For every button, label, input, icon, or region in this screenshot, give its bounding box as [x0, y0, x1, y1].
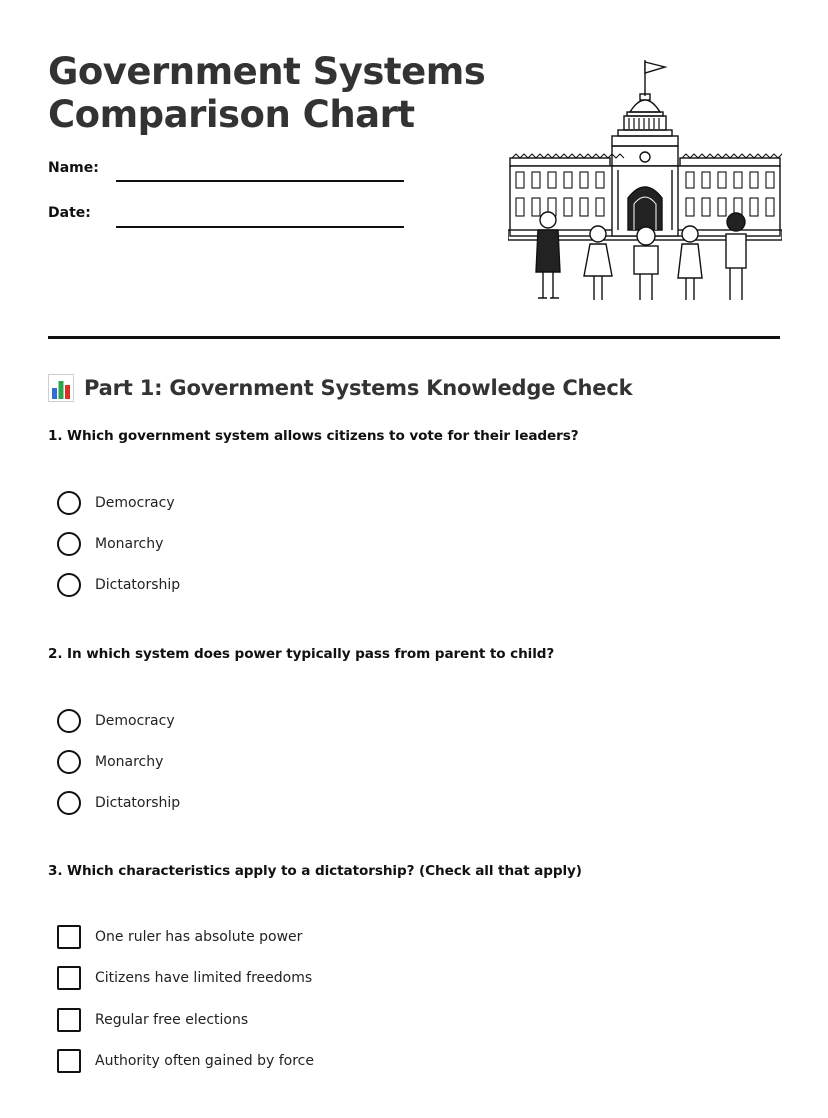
option-label: Monarchy — [95, 536, 164, 552]
option-label: Citizens have limited freedoms — [95, 970, 313, 986]
option-label: Dictatorship — [95, 577, 181, 593]
date-label: Date: — [48, 205, 91, 221]
header-divider — [48, 336, 780, 339]
q3-option-limited-freedoms[interactable] — [57, 965, 312, 991]
option-label: Dictatorship — [95, 795, 181, 811]
capitol-building-illustration — [508, 58, 782, 310]
q3-option-authority-by-force[interactable] — [57, 1048, 314, 1074]
question-1: 1. Which government system allows citizens to vote for their leaders? — [48, 428, 579, 444]
radio-button[interactable] — [57, 791, 81, 815]
q3-option-absolute-power[interactable] — [57, 924, 302, 950]
radio-button[interactable] — [57, 573, 81, 597]
q2-option-dictatorship[interactable] — [57, 790, 180, 816]
option-label: Democracy — [95, 713, 175, 729]
name-field[interactable] — [116, 180, 404, 182]
radio-button[interactable] — [57, 750, 81, 774]
option-label: One ruler has absolute power — [95, 929, 303, 945]
checkbox[interactable] — [57, 1008, 81, 1032]
title-line-1: Government Systems — [48, 50, 486, 93]
part1-heading — [48, 374, 632, 402]
checkbox[interactable] — [57, 966, 81, 990]
title-line-2: Comparison Chart — [48, 93, 415, 136]
q1-option-democracy[interactable] — [57, 490, 175, 516]
option-label: Monarchy — [95, 754, 164, 770]
q1-option-monarchy[interactable] — [57, 531, 163, 557]
name-label: Name: — [48, 160, 99, 176]
q2-option-democracy[interactable] — [57, 708, 175, 734]
question-2: 2. In which system does power typically pass from parent to child? — [48, 646, 555, 662]
option-label: Authority often gained by force — [95, 1053, 314, 1069]
q1-option-dictatorship[interactable] — [57, 572, 180, 598]
question-3: 3. Which characteristics apply to a dictatorship? (Check all that apply) — [48, 863, 582, 879]
worksheet-title — [48, 50, 485, 136]
radio-button[interactable] — [57, 532, 81, 556]
q3-option-free-elections[interactable] — [57, 1007, 248, 1033]
checkbox[interactable] — [57, 1049, 81, 1073]
bar-chart-icon — [48, 374, 74, 402]
q2-option-monarchy[interactable] — [57, 749, 163, 775]
option-label: Regular free elections — [95, 1012, 249, 1028]
radio-button[interactable] — [57, 709, 81, 733]
option-label: Democracy — [95, 495, 175, 511]
section-title: Part 1: Government Systems Knowledge Check — [84, 376, 633, 400]
date-field[interactable] — [116, 226, 404, 228]
checkbox[interactable] — [57, 925, 81, 949]
radio-button[interactable] — [57, 491, 81, 515]
